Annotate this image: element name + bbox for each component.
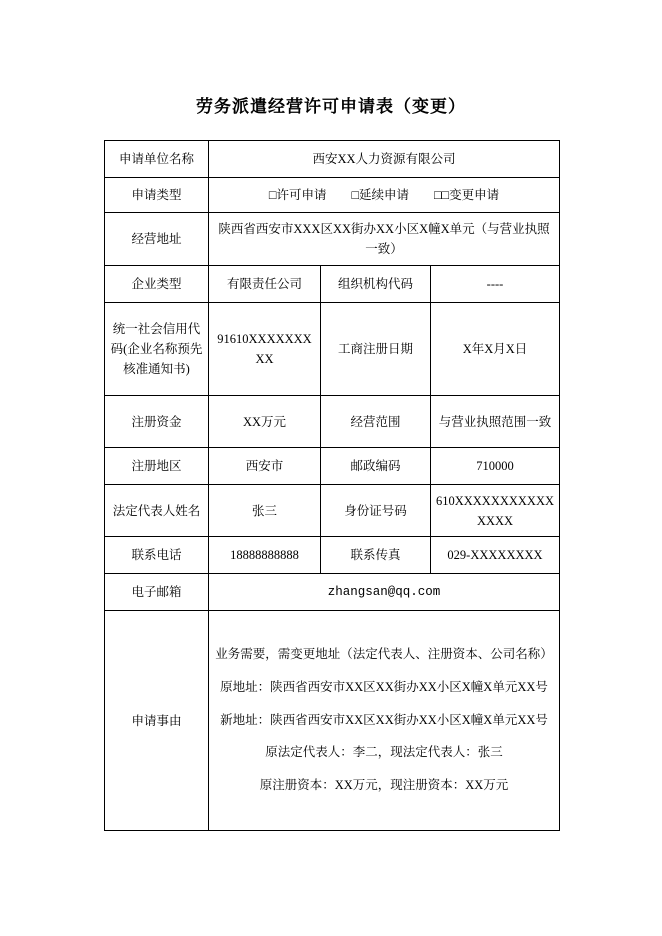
id-number-value: 610XXXXXXXXXXXXXXX (431, 485, 560, 537)
reg-capital-label: 注册资金 (105, 396, 209, 448)
reason-line: 原注册资本：XX万元，现注册资本：XX万元 (259, 778, 509, 793)
postal-code-label: 邮政编码 (321, 448, 431, 485)
reason-line: 原地址：陕西省西安市XX区XX街办XX小区X幢X单元XX号 (220, 679, 548, 694)
row-email (105, 574, 560, 611)
email-label: 电子邮箱 (105, 574, 209, 611)
row-legal-rep (105, 485, 560, 537)
reg-date-label: 工商注册日期 (321, 303, 431, 396)
org-code-label: 组织机构代码 (321, 266, 431, 303)
company-type-value: 有限责任公司 (209, 266, 321, 303)
business-scope-label: 经营范围 (321, 396, 431, 448)
row-credit-code (105, 303, 560, 396)
reason-line: 业务需要，需变更地址（法定代表人、注册资本、公司名称） (215, 647, 553, 662)
row-business-address (105, 213, 560, 266)
credit-code-label: 统一社会信用代码(企业名称预先核准通知书) (105, 303, 209, 396)
row-unit-name (105, 141, 560, 178)
unit-name-label: 申请单位名称 (105, 141, 209, 178)
legal-rep-name-value: 张三 (209, 485, 321, 537)
business-scope-value: 与营业执照范围一致 (431, 396, 560, 448)
legal-rep-name-label: 法定代表人姓名 (105, 485, 209, 537)
id-number-label: 身份证号码 (321, 485, 431, 537)
fax-value: 029-XXXXXXXX (431, 537, 560, 574)
row-phone (105, 537, 560, 574)
credit-code-value: 91610XXXXXXXXX (209, 303, 321, 396)
row-apply-type (105, 178, 560, 213)
page-title: 劳务派遣经营许可申请表（变更） (196, 97, 466, 116)
application-form-table (104, 140, 560, 831)
business-address-value: 陕西省西安市XXX区XX街办XX小区X幢X单元（与营业执照一致） (209, 213, 560, 266)
company-type-label: 企业类型 (105, 266, 209, 303)
fax-label: 联系传真 (321, 537, 431, 574)
postal-code-value: 710000 (431, 448, 560, 485)
reason-value (209, 611, 560, 831)
reg-region-value: 西安市 (209, 448, 321, 485)
phone-value: 18888888888 (209, 537, 321, 574)
apply-type-label: 申请类型 (105, 178, 209, 213)
unit-name-value: 西安XX人力资源有限公司 (209, 141, 560, 178)
phone-label: 联系电话 (105, 537, 209, 574)
reg-capital-value: XX万元 (209, 396, 321, 448)
reg-date-value: X年X月X日 (431, 303, 560, 396)
reason-label: 申请事由 (105, 611, 209, 831)
apply-type-value: □许可申请 □延续申请 □□变更申请 (209, 178, 560, 213)
row-reg-region (105, 448, 560, 485)
row-reason (105, 611, 560, 831)
org-code-value: ---- (431, 266, 560, 303)
reason-line: 原法定代表人：李二，现法定代表人：张三 (265, 745, 503, 760)
business-address-label: 经营地址 (105, 213, 209, 266)
row-company-type (105, 266, 560, 303)
reason-line: 新地址：陕西省西安市XX区XX街办XX小区X幢X单元XX号 (220, 712, 548, 727)
email-value: zhangsan@qq.com (209, 574, 560, 611)
reg-region-label: 注册地区 (105, 448, 209, 485)
row-reg-capital (105, 396, 560, 448)
